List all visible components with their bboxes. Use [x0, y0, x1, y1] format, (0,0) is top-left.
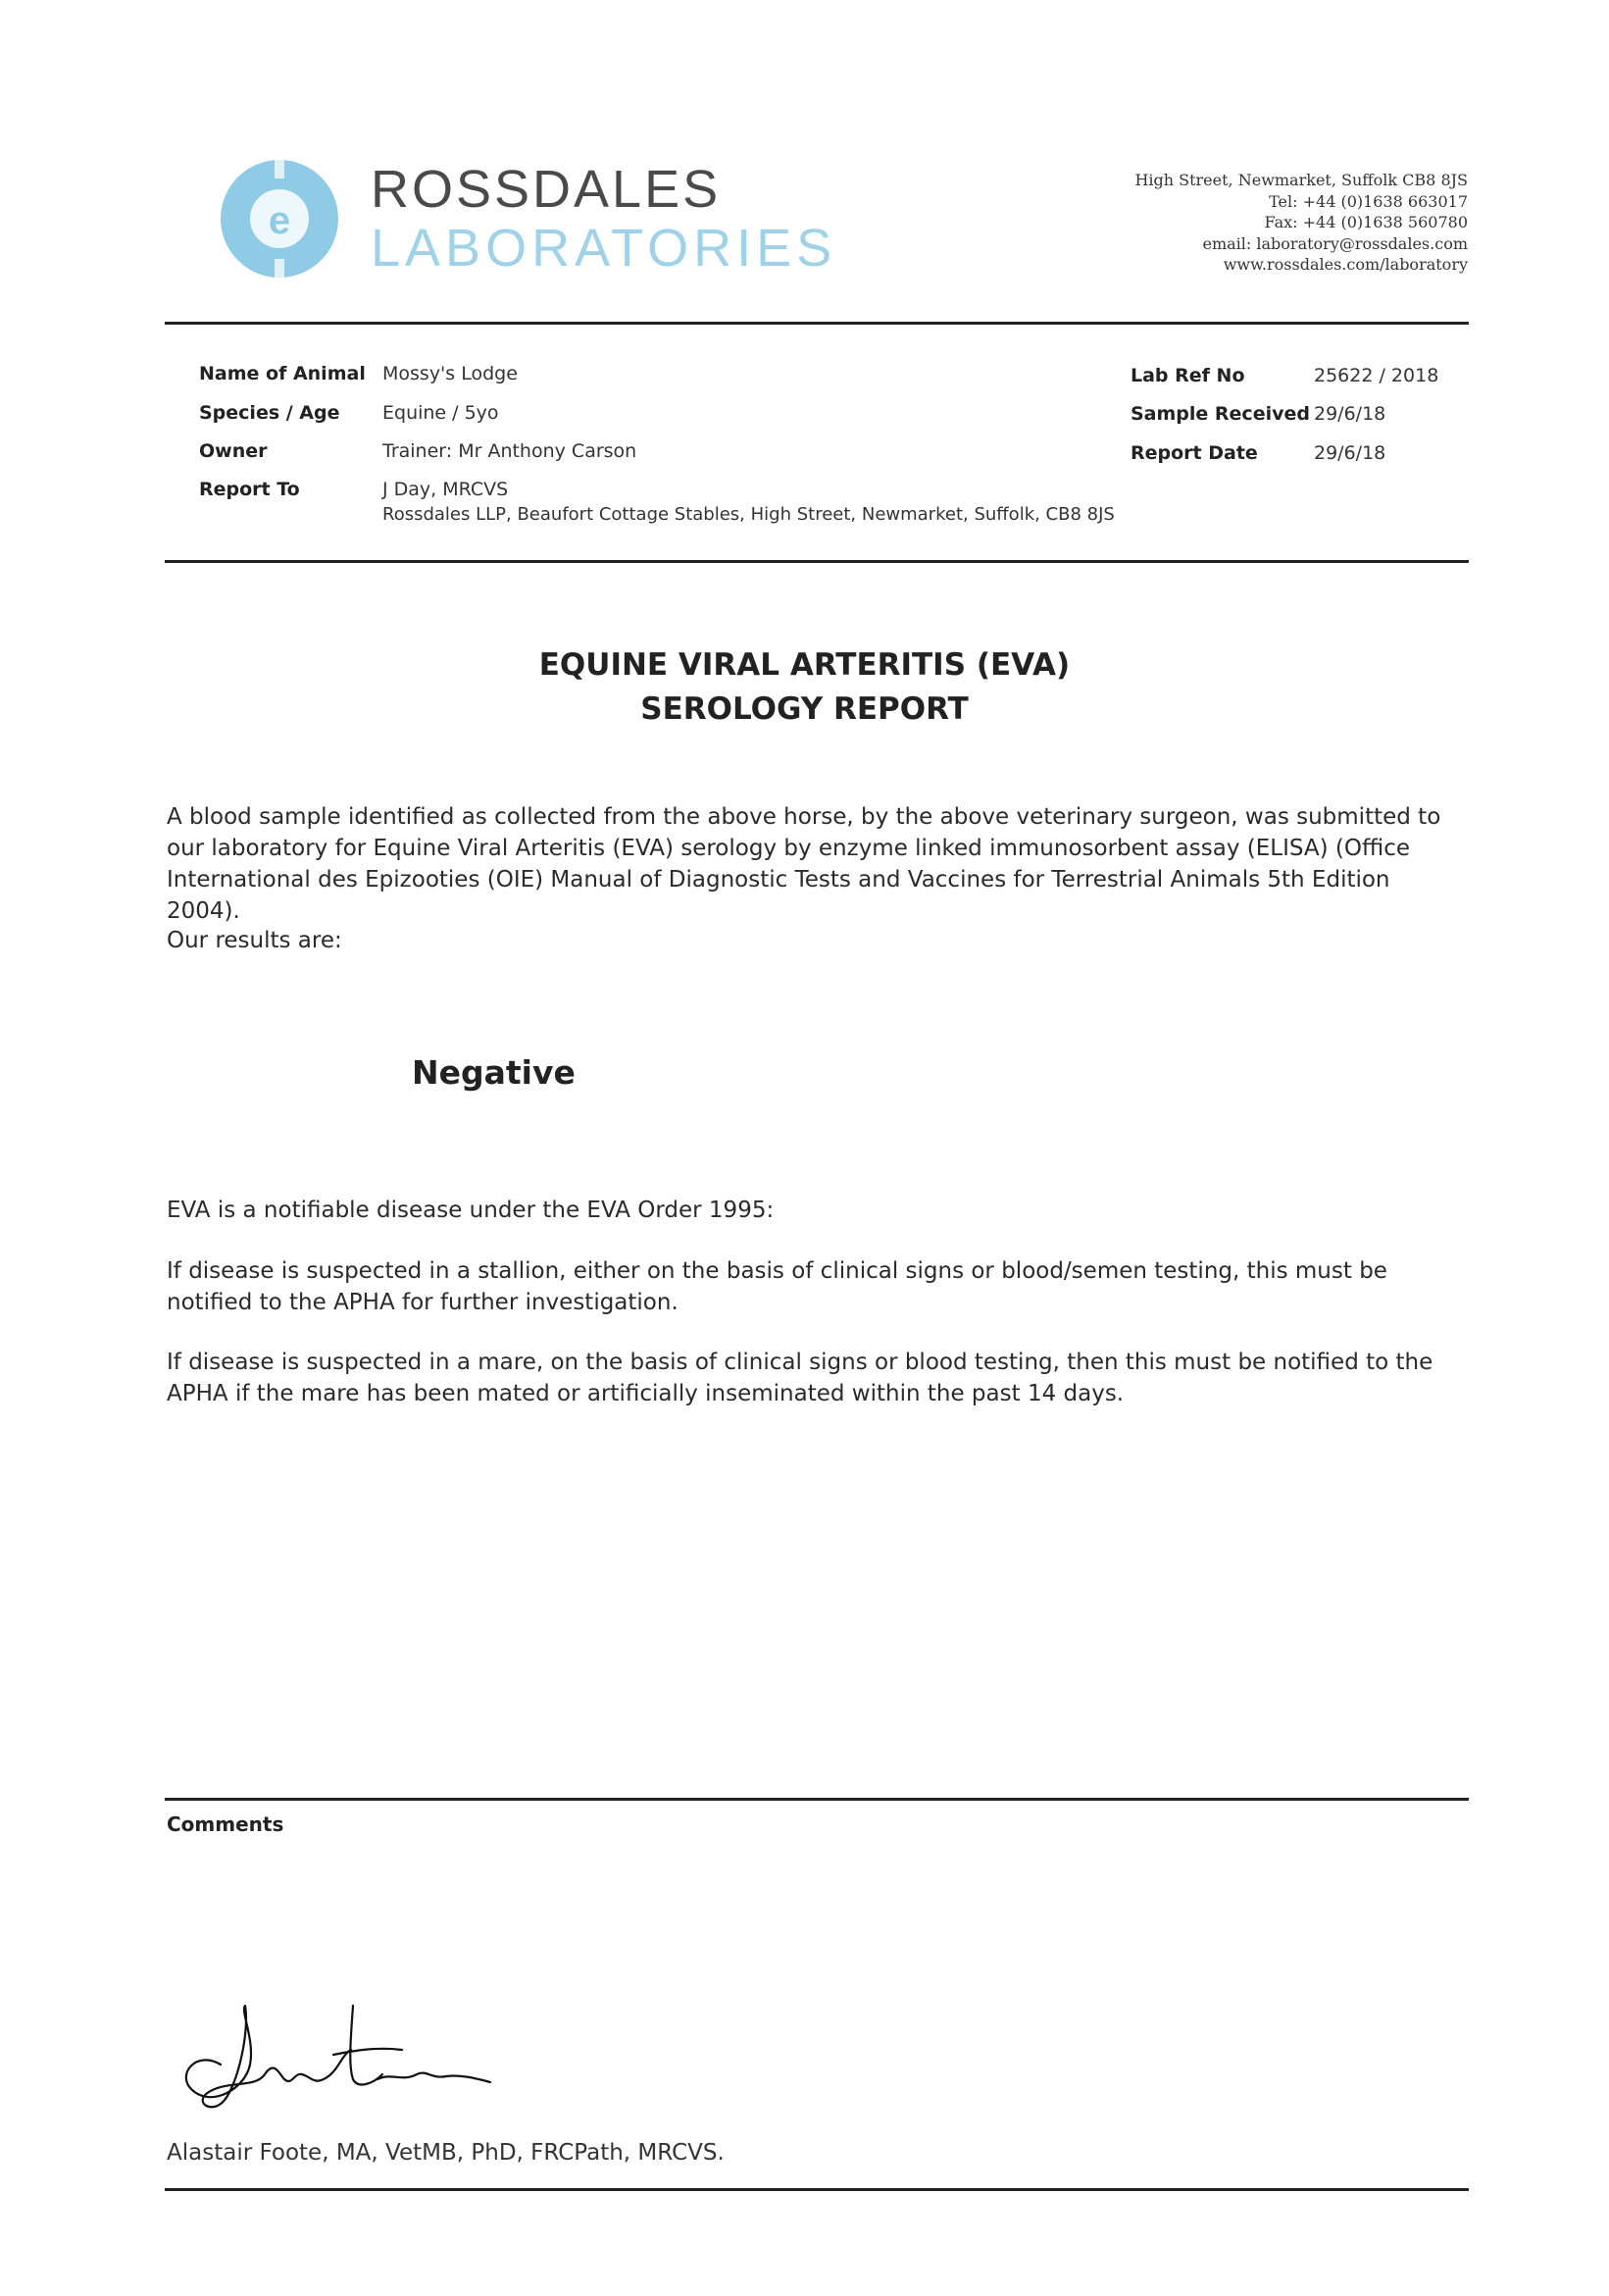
fax: Fax: +44 (0)1638 560780 — [1264, 213, 1468, 231]
name-label: Name of Animal — [199, 363, 366, 384]
email: email: laboratory@rossdales.com — [1202, 233, 1468, 253]
header-divider — [165, 322, 1469, 325]
report-to-label: Report To — [199, 479, 300, 500]
comments-label: Comments — [167, 1812, 284, 1836]
footer-divider — [165, 2188, 1469, 2191]
report-date-value: 29/6/18 — [1314, 442, 1386, 464]
comments-divider — [165, 1798, 1469, 1801]
info-divider — [165, 560, 1469, 563]
rossdales-logo-icon — [218, 157, 341, 281]
report-title: EQUINE VIRAL ARTERITIS (EVA) — [538, 647, 1071, 683]
results-intro: Our results are: — [167, 928, 342, 953]
name-value: Mossy's Lodge — [382, 363, 518, 384]
website: www.rossdales.com/laboratory — [1223, 255, 1468, 274]
lab-ref-label: Lab Ref No — [1131, 365, 1245, 386]
report-to-address: Rossdales LLP, Beaufort Cottage Stables, High Street, Newmarket, Suffolk, CB8 8JS — [382, 504, 1115, 525]
report-to-name: J Day, MRCVS — [382, 479, 509, 500]
species-value: Equine / 5yo — [382, 402, 499, 424]
address: High Street, Newmarket, Suffolk CB8 8JS — [1134, 171, 1468, 189]
stallion-note: If disease is suspected in a stallion, either on the basis of clinical signs or blood/semen testing, this must be notified to the APHA for further investigation. — [167, 1258, 1387, 1315]
svg-text:e: e — [268, 199, 291, 242]
brand-subtitle: LABORATORIES — [371, 219, 837, 278]
sample-received-label: Sample Received — [1131, 403, 1310, 425]
telephone: Tel: +44 (0)1638 663017 — [1269, 191, 1468, 211]
intro-paragraph: A blood sample identified as collected from the above horse, by the above veterinary surgeon, was submitted to our laboratory for Equine Viral Arteritis (EVA) serology by enzyme linked immunosorbent assay (ELISA) (Office International des Epizooties (OIE) Manual of Diagnostic Tests and Vaccines for Terrestrial Animals 5th Edition 2004). — [167, 804, 1441, 924]
notifiable-note: EVA is a notifiable disease under the EVA Order 1995: — [167, 1198, 775, 1223]
mare-note: If disease is suspected in a mare, on the basis of clinical signs or blood testing, then this must be notified to the APHA if the mare has been mated or artificially inseminated within the past 14 days. — [167, 1350, 1433, 1406]
signature-icon — [167, 1996, 510, 2138]
lab-ref-value: 25622 / 2018 — [1314, 365, 1439, 386]
owner-value: Trainer: Mr Anthony Carson — [382, 440, 637, 462]
signer-name: Alastair Foote, MA, VetMB, PhD, FRCPath, MRCVS. — [167, 2140, 725, 2166]
owner-label: Owner — [199, 440, 268, 462]
contact-block — [1134, 170, 1468, 276]
test-result: Negative — [412, 1053, 576, 1092]
species-label: Species / Age — [199, 402, 340, 424]
report-subtitle: SEROLOGY REPORT — [640, 691, 969, 727]
brand-name: ROSSDALES — [371, 160, 722, 219]
sample-received-value: 29/6/18 — [1314, 403, 1386, 425]
report-date-label: Report Date — [1131, 442, 1258, 464]
